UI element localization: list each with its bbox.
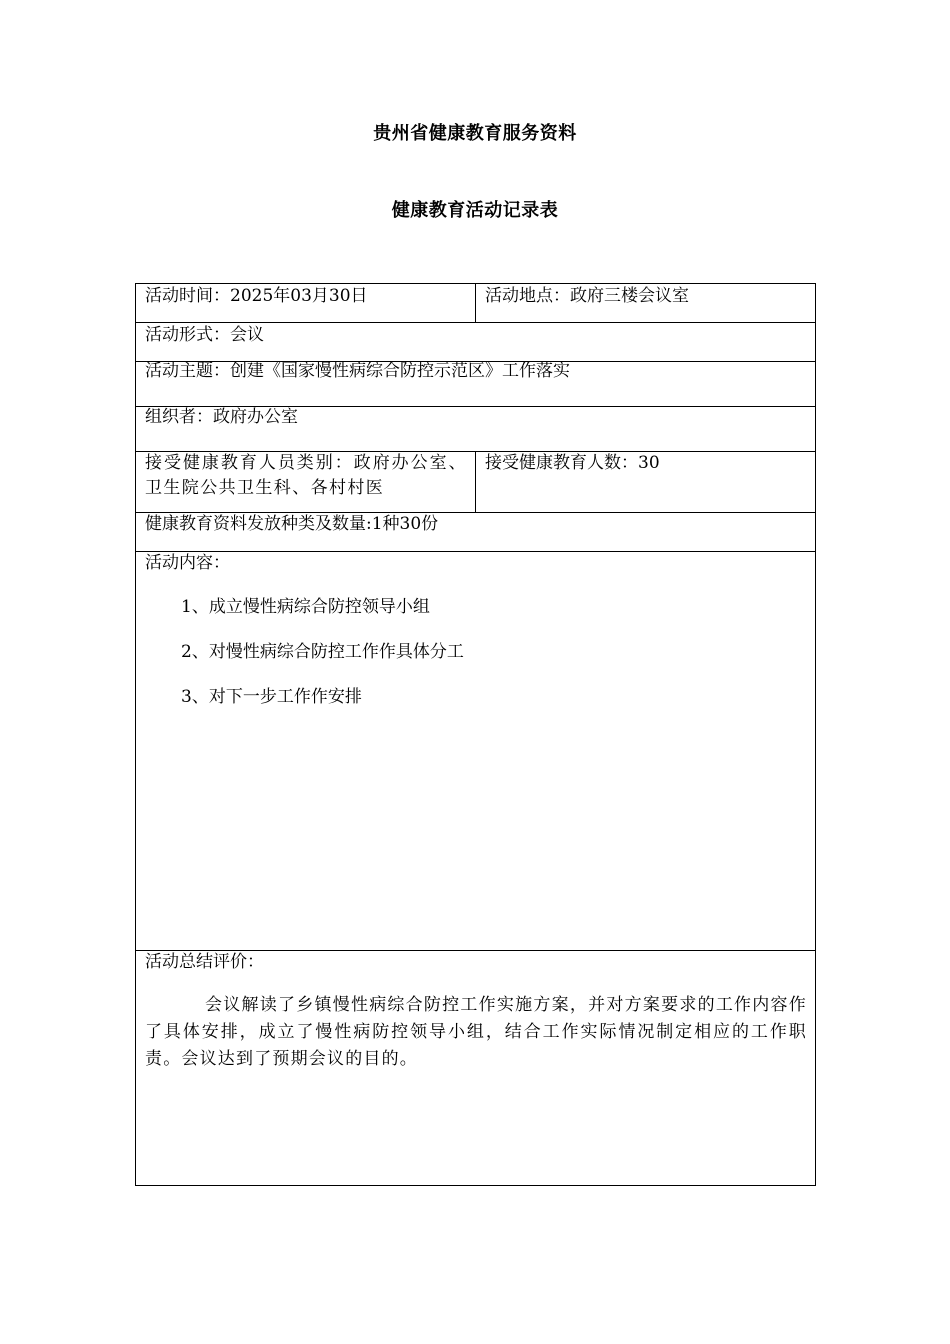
form-title: 健康教育活动记录表 bbox=[391, 200, 559, 221]
recipients-count: 接受健康教育人数：30 bbox=[485, 453, 660, 473]
content-item-2: 2、对慢性病综合防控工作作具体分工 bbox=[181, 642, 464, 662]
organizer-cell bbox=[135, 406, 816, 452]
recipients-category-cell bbox=[135, 451, 476, 513]
content-item-3: 3、对下一步工作作安排 bbox=[181, 687, 362, 707]
activity-content-label: 活动内容： bbox=[145, 553, 230, 573]
recipients-category: 接受健康教育人员类别：政府办公室、卫生院公共卫生科、各村村医 bbox=[145, 453, 467, 498]
materials: 健康教育资料发放种类及数量:1种30份 bbox=[145, 514, 439, 534]
activity-summary-label: 活动总结评价： bbox=[145, 952, 264, 972]
content-item-1: 1、成立慢性病综合防控领导小组 bbox=[181, 597, 430, 617]
recipients-count-cell bbox=[475, 451, 816, 513]
activity-time: 活动时间：2025年03月30日 bbox=[145, 286, 368, 306]
activity-place: 活动地点：政府三楼会议室 bbox=[485, 286, 689, 306]
activity-summary-text: 会议解读了乡镇慢性病综合防控工作实施方案，并对方案要求的工作内容作了具体安排，成立了慢性病防控领导小组，结合工作实际情况制定相应的工作职责。会议达到了预期会议的目的。 bbox=[145, 995, 807, 1069]
activity-place-cell bbox=[475, 283, 816, 323]
activity-form-cell bbox=[135, 322, 816, 362]
materials-cell bbox=[135, 512, 816, 552]
activity-form: 活动形式：会议 bbox=[145, 325, 264, 345]
activity-time-cell bbox=[135, 283, 476, 323]
organizer: 组织者：政府办公室 bbox=[145, 407, 298, 427]
activity-theme-cell bbox=[135, 361, 816, 407]
activity-content-cell bbox=[135, 551, 816, 951]
document-title: 贵州省健康教育服务资料 bbox=[373, 123, 577, 144]
activity-summary-cell bbox=[135, 950, 816, 1186]
activity-theme: 活动主题：创建《国家慢性病综合防控示范区》工作落实 bbox=[145, 361, 570, 381]
